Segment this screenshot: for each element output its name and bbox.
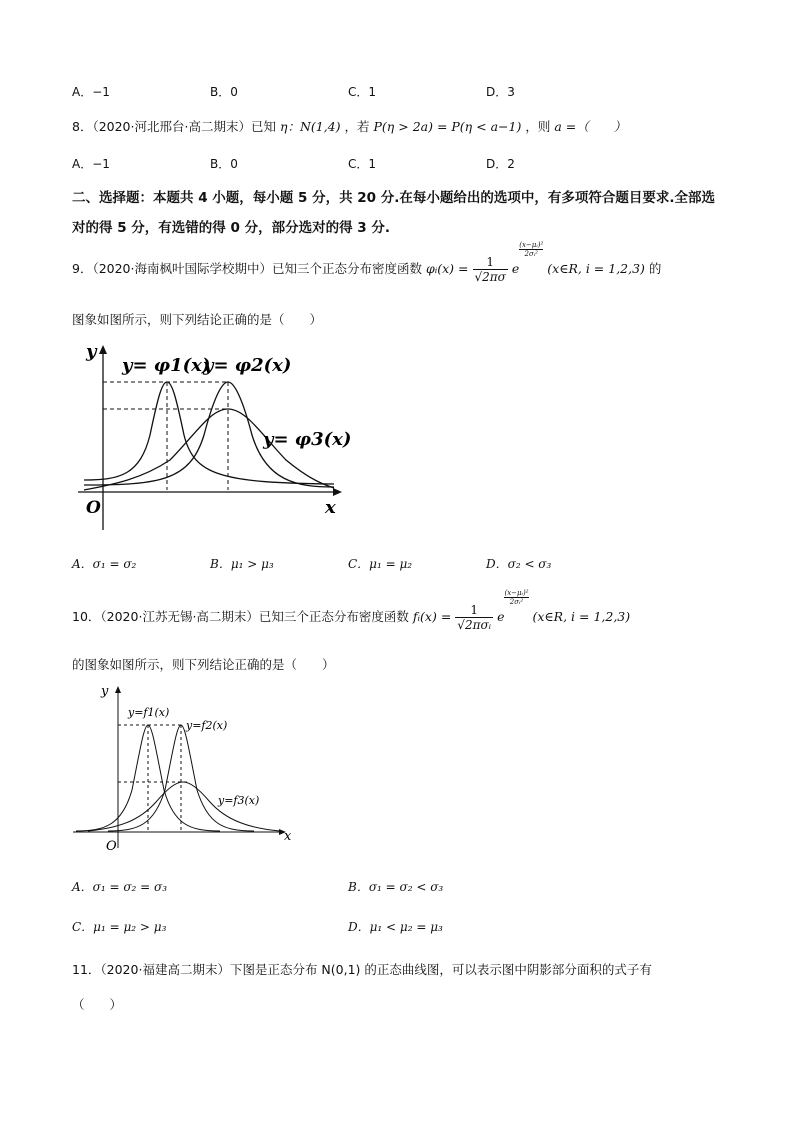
q9-option-a: A．σ₁ = σ₂ — [72, 557, 137, 571]
q10-label-f3: y=f3(x) — [218, 794, 260, 807]
q7-option-d: D．3 — [486, 85, 515, 99]
q9-option-c: C．μ₁ = μ₂ — [348, 557, 413, 571]
q10-option-a: A．σ₁ = σ₂ = σ₃ — [72, 880, 168, 894]
q10-option-b: B．σ₁ = σ₂ < σ₃ — [348, 880, 444, 894]
q10-origin-label: O — [106, 839, 117, 854]
q10-x-label: x — [284, 829, 292, 844]
q9-exponent — [519, 241, 543, 258]
q7-option-c: C．1 — [348, 85, 377, 99]
q10-line2: 的图象如图所示，则下列结论正确的是（ ） — [72, 657, 335, 672]
section2-line1: 二、选择题：本题共 4 小题，每小题 5 分，共 20 分.在每小题给出的选项中，有多项符合题目要求.全部选 — [72, 190, 716, 206]
q10-exp-num: (x−μᵢ)² — [504, 589, 529, 597]
q10-frac-num: 1 — [455, 603, 493, 618]
q10-option-d: D．μ₁ < μ₂ = μ₃ — [348, 920, 443, 934]
q10-question — [72, 589, 631, 632]
q10-label-f1: y=f1(x) — [128, 706, 170, 719]
q8-condition: P(η > 2a) = P(η < a−1) — [373, 119, 522, 134]
q10-func: fᵢ(x) = — [412, 609, 452, 624]
q9-origin-label: O — [86, 498, 101, 518]
q9-label-phi2: y= φ2(x) — [203, 355, 292, 376]
q8-prefix: 8．（2020·河北邢台·高二期末）已知 — [72, 119, 276, 134]
q10-exponent — [504, 589, 528, 606]
q7-option-a: A．−1 — [72, 85, 110, 99]
q9-label-phi3: y= φ3(x) — [263, 429, 352, 450]
q9-y-label: y — [86, 341, 97, 362]
q9-tail: 的 — [648, 261, 662, 276]
q10-e: e — [497, 609, 505, 624]
q8-option-a: A．−1 — [72, 157, 110, 171]
q8-ask: a =（ ） — [554, 119, 627, 134]
q9-option-b: B．μ₁ > μ₃ — [210, 557, 274, 571]
q10-domain: (x∈R, i = 1,2,3) — [532, 609, 631, 624]
q8-option-c: C．1 — [348, 157, 377, 171]
q9-label-phi1: y= φ1(x) — [122, 355, 211, 376]
q10-frac-den: √2πσᵢ — [457, 618, 492, 632]
q9-func: φᵢ(x) = — [425, 261, 469, 276]
q9-option-d: D．σ₂ < σ₃ — [486, 557, 552, 571]
q8-question — [72, 117, 626, 135]
section2-line2: 对的得 5 分，有选错的得 0 分，部分选对的得 3 分. — [72, 220, 391, 236]
q8-option-b: B．0 — [210, 157, 238, 171]
q10-graph — [70, 680, 300, 855]
q8-option-d: D．2 — [486, 157, 515, 171]
q10-option-c: C．μ₁ = μ₂ > μ₃ — [72, 920, 167, 934]
q9-exp-num: (x−μᵢ)² — [519, 241, 544, 249]
q8-mid: ，若 — [344, 119, 370, 134]
q9-e: e — [511, 261, 520, 276]
q9-frac-den: √2πσ — [474, 270, 506, 284]
q9-exp-den: 2σᵢ² — [524, 250, 538, 258]
q9-fraction — [473, 255, 508, 284]
q9-question — [72, 241, 662, 284]
q8-distribution: η：N(1,4) — [279, 119, 341, 134]
q9-prefix: 9．（2020·海南枫叶国际学校期中）已知三个正态分布密度函数 — [72, 261, 422, 276]
q9-frac-num: 1 — [473, 255, 508, 270]
q11-line2: （ ） — [72, 997, 123, 1012]
q7-option-b: B．0 — [210, 85, 238, 99]
q8-suffix: ，则 — [525, 119, 551, 134]
q10-fraction — [455, 603, 493, 632]
q10-prefix: 10．（2020·江苏无锡·高二期末）已知三个正态分布密度函数 — [72, 609, 409, 624]
q9-x-label: x — [325, 497, 336, 518]
q11-line1: 11．（2020·福建高二期末）下图是正态分布 N(0,1) 的正态曲线图，可以表示图中阴影部分面积的式子有 — [72, 962, 652, 977]
q9-graph — [70, 335, 360, 535]
q9-domain: (x∈R, i = 1,2,3) — [547, 261, 645, 276]
q10-y-label: y — [101, 684, 109, 699]
q10-label-f2: y=f2(x) — [186, 719, 228, 732]
q10-exp-den: 2σᵢ² — [509, 598, 524, 606]
q9-line2: 图象如图所示，则下列结论正确的是（ ） — [72, 312, 323, 327]
